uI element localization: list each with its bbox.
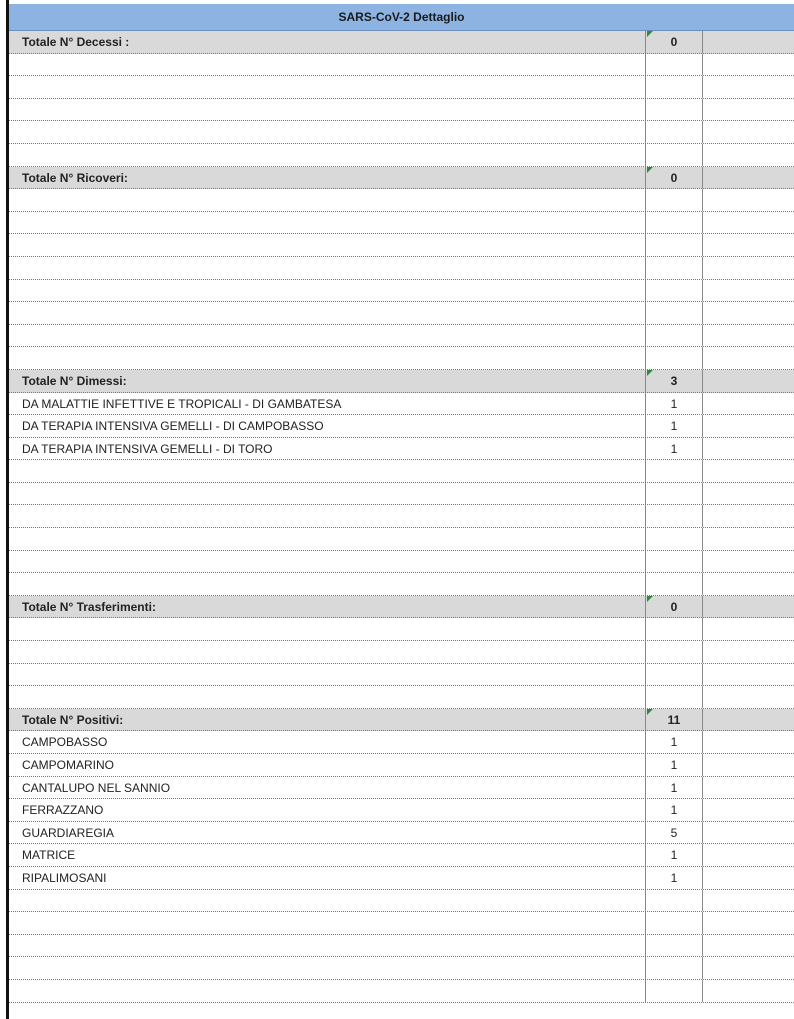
- row-value[interactable]: [645, 234, 703, 256]
- row-value[interactable]: [645, 99, 703, 121]
- row-value[interactable]: [645, 280, 703, 302]
- section-header-row[interactable]: [9, 596, 794, 619]
- empty-row[interactable]: [9, 618, 794, 641]
- row-value[interactable]: [645, 641, 703, 663]
- empty-cell[interactable]: [703, 754, 794, 776]
- row-label[interactable]: [9, 280, 645, 302]
- empty-cell[interactable]: [703, 641, 794, 663]
- row-label[interactable]: [9, 325, 645, 347]
- row-label[interactable]: MATRICE: [22, 848, 76, 863]
- section-total[interactable]: 3: [645, 370, 703, 392]
- empty-cell[interactable]: [703, 664, 794, 686]
- empty-cell[interactable]: [703, 415, 794, 437]
- row-value[interactable]: 1: [645, 415, 703, 437]
- table-row[interactable]: [9, 777, 794, 800]
- row-value[interactable]: [645, 551, 703, 573]
- table-row[interactable]: [9, 867, 794, 890]
- row-label[interactable]: [9, 189, 645, 211]
- empty-cell[interactable]: [703, 99, 794, 121]
- row-label[interactable]: CAMPOMARINO: [22, 758, 115, 772]
- row-label[interactable]: [9, 957, 645, 979]
- section-total[interactable]: 0: [645, 31, 703, 53]
- empty-cell[interactable]: [703, 76, 794, 98]
- row-value[interactable]: [645, 347, 703, 369]
- empty-cell[interactable]: [703, 325, 794, 347]
- empty-cell[interactable]: [703, 483, 794, 505]
- empty-cell[interactable]: [703, 618, 794, 640]
- empty-row[interactable]: [9, 528, 794, 551]
- table-row[interactable]: [9, 822, 794, 845]
- empty-cell[interactable]: [703, 370, 794, 392]
- empty-row[interactable]: [9, 144, 794, 167]
- empty-row[interactable]: [9, 76, 794, 99]
- row-label[interactable]: [9, 302, 645, 324]
- row-label[interactable]: [9, 641, 645, 663]
- row-label[interactable]: [9, 76, 645, 98]
- row-label[interactable]: [9, 912, 645, 934]
- empty-cell[interactable]: [703, 844, 794, 866]
- section-label[interactable]: Totale N° Dimessi:: [22, 373, 127, 388]
- data-rows: [9, 31, 794, 1003]
- row-label[interactable]: [9, 505, 645, 527]
- row-value[interactable]: [645, 686, 703, 708]
- table-row[interactable]: [9, 393, 794, 416]
- empty-cell[interactable]: [703, 935, 794, 957]
- row-label[interactable]: [9, 212, 645, 234]
- spreadsheet: [9, 4, 794, 1003]
- empty-cell[interactable]: [703, 189, 794, 211]
- row-value[interactable]: 1: [645, 867, 703, 889]
- section-header-row[interactable]: [9, 31, 794, 54]
- empty-row[interactable]: [9, 121, 794, 144]
- empty-row[interactable]: [9, 347, 794, 370]
- table-row[interactable]: [9, 844, 794, 867]
- row-value[interactable]: [645, 54, 703, 76]
- row-label[interactable]: [9, 54, 645, 76]
- empty-cell[interactable]: [703, 799, 794, 821]
- empty-cell[interactable]: [703, 393, 794, 415]
- empty-row[interactable]: [9, 573, 794, 596]
- empty-cell[interactable]: [703, 31, 794, 53]
- row-label[interactable]: DA TERAPIA INTENSIVA GEMELLI - DI CAMPOBASSO: [22, 419, 324, 434]
- empty-cell[interactable]: [703, 777, 794, 799]
- row-value[interactable]: [645, 121, 703, 143]
- row-label[interactable]: RIPALIMOSANI: [22, 870, 107, 885]
- empty-row[interactable]: [9, 912, 794, 935]
- row-value[interactable]: 1: [645, 799, 703, 821]
- empty-cell[interactable]: [703, 167, 794, 189]
- row-value[interactable]: [645, 664, 703, 686]
- empty-cell[interactable]: [703, 144, 794, 166]
- empty-cell[interactable]: [703, 528, 794, 550]
- empty-row[interactable]: [9, 980, 794, 1003]
- empty-cell[interactable]: [703, 54, 794, 76]
- empty-row[interactable]: [9, 551, 794, 574]
- row-label[interactable]: [9, 257, 645, 279]
- row-value[interactable]: [645, 912, 703, 934]
- row-value[interactable]: [645, 76, 703, 98]
- empty-row[interactable]: [9, 257, 794, 280]
- empty-row[interactable]: [9, 483, 794, 506]
- empty-cell[interactable]: [703, 551, 794, 573]
- row-value[interactable]: [645, 483, 703, 505]
- section-label[interactable]: Totale N° Trasferimenti:: [22, 599, 156, 614]
- empty-row[interactable]: [9, 957, 794, 980]
- row-value[interactable]: [645, 460, 703, 482]
- empty-row[interactable]: [9, 505, 794, 528]
- empty-cell[interactable]: [703, 212, 794, 234]
- row-value[interactable]: 1: [645, 438, 703, 460]
- empty-cell[interactable]: [703, 438, 794, 460]
- row-label[interactable]: [9, 483, 645, 505]
- row-label[interactable]: GUARDIAREGIA: [22, 825, 115, 840]
- cell-note-indicator-icon: [647, 31, 653, 37]
- empty-cell[interactable]: [703, 709, 794, 731]
- empty-row[interactable]: [9, 935, 794, 958]
- table-row[interactable]: [9, 438, 794, 461]
- empty-row[interactable]: [9, 234, 794, 257]
- row-value[interactable]: 1: [645, 777, 703, 799]
- cell-note-indicator-icon: [647, 709, 653, 715]
- empty-cell[interactable]: [703, 280, 794, 302]
- empty-row[interactable]: [9, 664, 794, 687]
- sheet-title[interactable]: SARS-CoV-2 Dettaglio: [9, 4, 794, 31]
- empty-row[interactable]: [9, 641, 794, 664]
- section-header-row[interactable]: [9, 709, 794, 732]
- row-label[interactable]: [9, 686, 645, 708]
- section-total[interactable]: 0: [645, 596, 703, 618]
- row-value[interactable]: 5: [645, 822, 703, 844]
- section-total[interactable]: 0: [645, 167, 703, 189]
- empty-cell[interactable]: [703, 234, 794, 256]
- row-value[interactable]: [645, 957, 703, 979]
- empty-row[interactable]: [9, 302, 794, 325]
- empty-cell[interactable]: [703, 867, 794, 889]
- row-label[interactable]: [9, 573, 645, 595]
- cell-note-indicator-icon: [647, 167, 653, 173]
- empty-cell[interactable]: [703, 686, 794, 708]
- row-label[interactable]: [9, 121, 645, 143]
- row-value[interactable]: 1: [645, 393, 703, 415]
- table-row[interactable]: [9, 799, 794, 822]
- row-label[interactable]: [9, 664, 645, 686]
- empty-row[interactable]: [9, 99, 794, 122]
- row-label[interactable]: CAMPOBASSO: [22, 735, 108, 750]
- row-label[interactable]: [9, 347, 645, 369]
- row-value[interactable]: [645, 573, 703, 595]
- section-label[interactable]: Totale N° Ricoveri:: [22, 170, 128, 185]
- row-label[interactable]: [9, 935, 645, 957]
- row-label[interactable]: [9, 980, 645, 1002]
- table-row[interactable]: [9, 731, 794, 754]
- empty-cell[interactable]: [703, 912, 794, 934]
- empty-row[interactable]: [9, 189, 794, 212]
- row-label[interactable]: DA MALATTIE INFETTIVE E TROPICALI - DI GAMBATESA: [22, 396, 342, 411]
- empty-cell[interactable]: [703, 257, 794, 279]
- row-value[interactable]: [645, 528, 703, 550]
- row-value[interactable]: [645, 505, 703, 527]
- row-value[interactable]: [645, 618, 703, 640]
- row-label[interactable]: [9, 460, 645, 482]
- empty-cell[interactable]: [703, 596, 794, 618]
- row-label[interactable]: [9, 144, 645, 166]
- row-value[interactable]: [645, 144, 703, 166]
- row-value[interactable]: [645, 325, 703, 347]
- empty-cell[interactable]: [703, 822, 794, 844]
- empty-cell[interactable]: [703, 890, 794, 912]
- empty-row[interactable]: [9, 54, 794, 77]
- row-value[interactable]: [645, 980, 703, 1002]
- row-label[interactable]: FERRAZZANO: [22, 803, 104, 818]
- empty-cell[interactable]: [703, 302, 794, 324]
- row-value[interactable]: [645, 302, 703, 324]
- empty-cell[interactable]: [703, 980, 794, 1002]
- empty-row[interactable]: [9, 280, 794, 303]
- empty-cell[interactable]: [703, 731, 794, 753]
- row-value[interactable]: [645, 935, 703, 957]
- section-label[interactable]: Totale N° Decessi :: [22, 35, 130, 49]
- row-value[interactable]: 1: [645, 844, 703, 866]
- section-header-row[interactable]: [9, 167, 794, 190]
- empty-cell[interactable]: [703, 573, 794, 595]
- empty-row[interactable]: [9, 212, 794, 235]
- row-value[interactable]: [645, 189, 703, 211]
- empty-cell[interactable]: [703, 460, 794, 482]
- empty-cell[interactable]: [703, 957, 794, 979]
- table-row[interactable]: [9, 415, 794, 438]
- empty-row[interactable]: [9, 460, 794, 483]
- row-value[interactable]: 1: [645, 754, 703, 776]
- row-value[interactable]: [645, 890, 703, 912]
- row-label[interactable]: [9, 890, 645, 912]
- row-value[interactable]: [645, 212, 703, 234]
- row-label[interactable]: [9, 234, 645, 256]
- row-label[interactable]: DA TERAPIA INTENSIVA GEMELLI - DI TORO: [22, 441, 273, 456]
- cell-note-indicator-icon: [647, 370, 653, 376]
- empty-cell[interactable]: [703, 505, 794, 527]
- row-label[interactable]: CANTALUPO NEL SANNIO: [22, 780, 171, 795]
- empty-row[interactable]: [9, 890, 794, 913]
- row-value[interactable]: 1: [645, 731, 703, 753]
- row-value[interactable]: [645, 257, 703, 279]
- cell-note-indicator-icon: [647, 596, 653, 602]
- empty-cell[interactable]: [703, 121, 794, 143]
- section-header-row[interactable]: [9, 370, 794, 393]
- empty-row[interactable]: [9, 325, 794, 348]
- row-label[interactable]: [9, 551, 645, 573]
- empty-cell[interactable]: [703, 347, 794, 369]
- empty-row[interactable]: [9, 686, 794, 709]
- section-label[interactable]: Totale N° Positivi:: [22, 712, 124, 727]
- row-label[interactable]: [9, 528, 645, 550]
- row-label[interactable]: [9, 99, 645, 121]
- row-label[interactable]: [9, 618, 645, 640]
- section-total[interactable]: 11: [645, 709, 703, 731]
- table-row[interactable]: [9, 754, 794, 777]
